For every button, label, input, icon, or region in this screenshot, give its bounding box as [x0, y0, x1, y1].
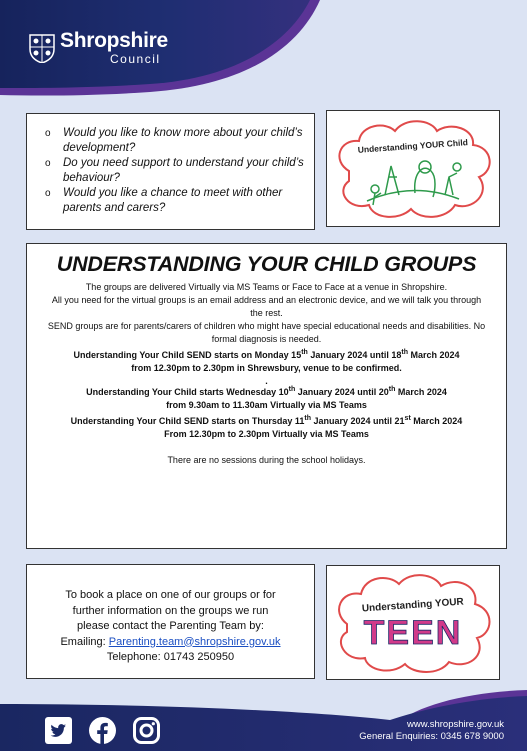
bullet-icon: o: [45, 158, 51, 169]
groups-info-box: [26, 243, 507, 549]
session-3-dates: Understanding Your Child SEND starts on Thursday 11th January 2024 until 21st March 2024: [70, 415, 463, 426]
email-link[interactable]: Parenting.team@shropshire.gov.uk: [108, 635, 281, 648]
contact-email-line: [27, 635, 314, 651]
intro-virtual: The groups are delivered Virtually via MS Teams or Face to Face at a venue in Shropshire.: [85, 282, 448, 292]
cloud-illustration-teen: [327, 566, 499, 679]
contact-line-2: further information on the groups we run: [72, 604, 269, 617]
intro-send: SEND groups are for parents/carers of children who might have special educational needs and disabilities. No formal diagnosis is needed.: [47, 321, 486, 344]
cloud-illustration: [327, 111, 499, 226]
bullet-icon: o: [45, 188, 51, 199]
council-logo: [28, 30, 168, 65]
general-enquiries: General Enquiries: 0345 678 9000: [359, 731, 504, 742]
intro-requirements: All you need for the virtual groups is an email address and an electronic device, and we will talk you through the rest.: [51, 295, 482, 318]
list-item: o Would you like a chance to meet with other parents and carers?: [45, 187, 283, 214]
questions-box: [26, 113, 315, 230]
org-name: Shropshire: [60, 29, 168, 52]
session-1-dates: Understanding Your Child SEND starts on Monday 15th January 2024 until 18th March 2024: [73, 349, 460, 360]
org-sub: Council: [110, 52, 161, 66]
facebook-icon[interactable]: [89, 717, 116, 744]
session-2-times: from 9.30am to 11.30am Virtually via MS Teams: [166, 400, 367, 410]
holidays-note: There are no sessions during the school holidays.: [167, 455, 366, 465]
svg-text:Understanding YOUR Child: Understanding YOUR Child: [357, 137, 469, 155]
contact-line-1: To book a place on one of our groups or for: [65, 589, 276, 601]
footer-contact: [359, 719, 504, 743]
svg-text:TEEN: TEEN: [363, 614, 463, 652]
contact-phone: Telephone: 01743 250950: [106, 651, 235, 663]
contact-line-3: please contact the Parenting Team by:: [77, 620, 264, 632]
instagram-icon[interactable]: [133, 717, 160, 744]
website-link[interactable]: www.shropshire.gov.uk: [407, 719, 504, 730]
bullet-icon: o: [45, 128, 51, 139]
list-item: o Would you like to know more about your child’s development?: [45, 127, 303, 154]
understanding-your-child-image: [326, 110, 500, 227]
main-title: UNDERSTANDING YOUR CHILD GROUPS: [56, 252, 477, 276]
crest-icon: [28, 33, 56, 63]
list-item: o Do you need support to understand your child’s behaviour?: [45, 157, 304, 184]
session-1-times: from 12.30pm to 2.30pm in Shrewsbury, venue to be confirmed.: [131, 363, 402, 373]
twitter-icon[interactable]: [45, 717, 72, 744]
svg-text:Understanding YOUR: Understanding YOUR: [361, 596, 465, 615]
separator: .: [265, 376, 268, 386]
session-3-times: From 12.30pm to 2.30pm Virtually via MS Teams: [164, 429, 369, 439]
questions-list: [27, 114, 314, 216]
social-links: [45, 717, 177, 744]
session-2-dates: Understanding Your Child starts Wednesday 10th January 2024 until 20th March 2024: [86, 386, 447, 397]
contact-box: [26, 564, 315, 679]
understanding-your-teen-image: [326, 565, 500, 680]
email-label: Emailing:: [60, 635, 109, 648]
